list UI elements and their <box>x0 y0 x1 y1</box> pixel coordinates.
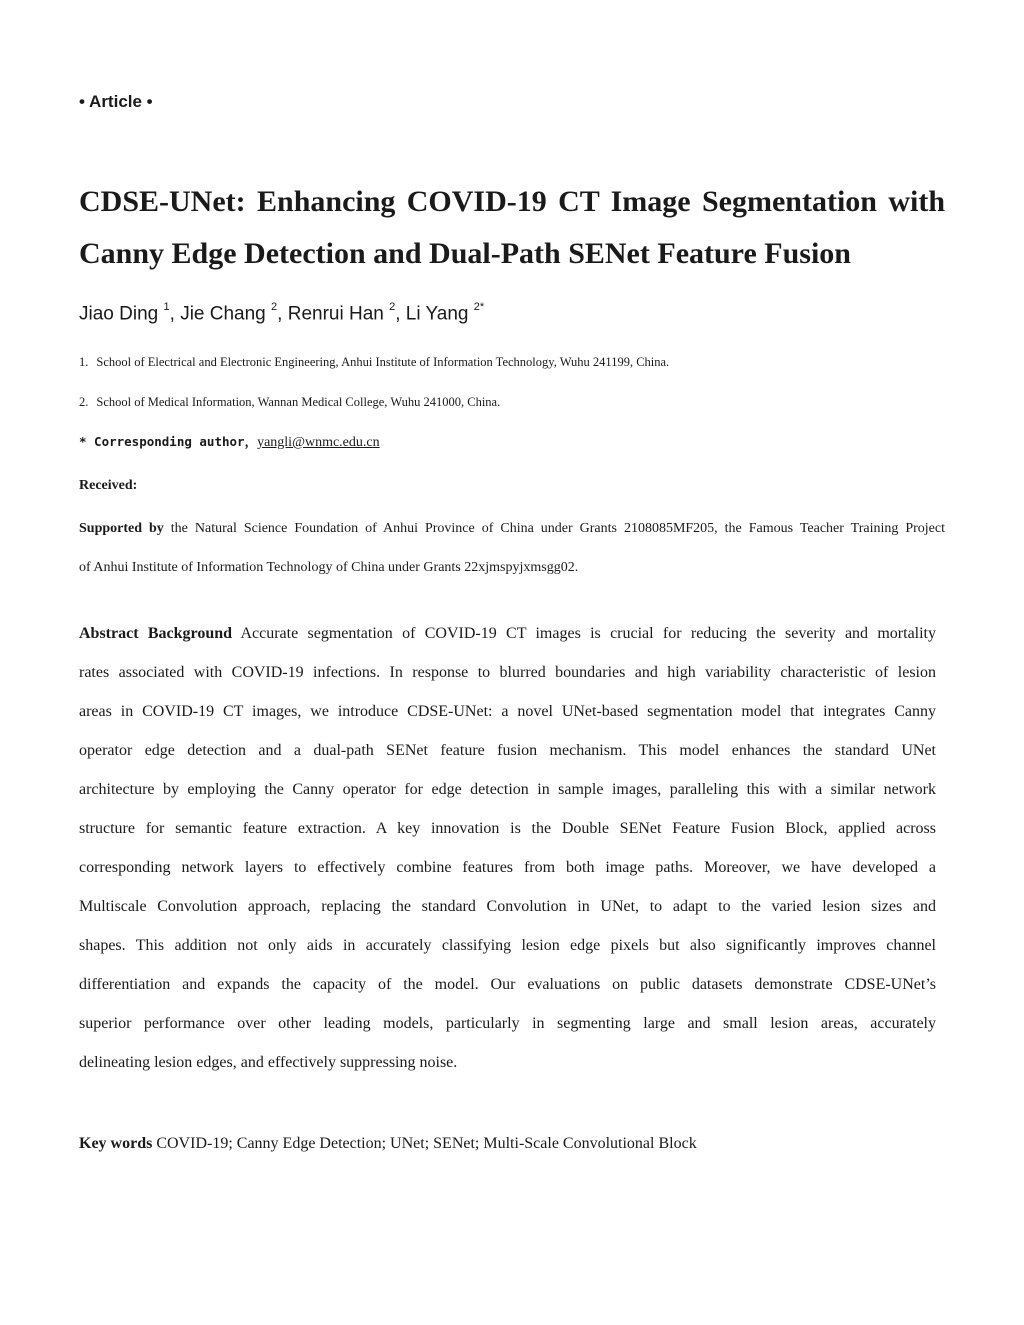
abstract-line: areas in COVID-19 CT images, we introduce CDSE-UNet: a novel UNet-based segmentation model that integrates Canny <box>79 703 936 720</box>
author-name: Jiao Ding <box>79 303 159 325</box>
article-type-label: • Article • <box>79 92 153 111</box>
funding-text: the Natural Science Foundation of Anhui Province of China under Grants 2108085MF205, the Famous Teacher Training Project <box>170 521 946 536</box>
affiliation-text: School of Electrical and Electronic Engineering, Anhui Institute of Information Technology, Wuhu 241199, China. <box>96 355 670 369</box>
author-name: Renrui Han <box>287 303 384 325</box>
abstract-line: corresponding network layers to effectively combine features from both image paths. Moreover, we have developed a <box>79 859 936 876</box>
author-affiliation-mark: 1 <box>163 301 170 313</box>
abstract-line: Multiscale Convolution approach, replacing the standard Convolution in UNet, to adapt to the varied lesion sizes and <box>79 898 936 915</box>
author-affiliation-mark: 2* <box>473 301 485 313</box>
affiliation-number: 1. <box>79 355 89 369</box>
abstract-label: Abstract Background <box>79 625 233 642</box>
keywords-text: COVID-19; Canny Edge Detection; UNet; SENet; Multi-Scale Convolutional Block <box>156 1135 697 1152</box>
funding-line-1 <box>79 521 945 537</box>
author-name: Jie Chang <box>180 303 266 325</box>
affiliation-text: School of Medical Information, Wannan Medical College, Wuhu 241000, China. <box>96 395 501 409</box>
funding-label: Supported by <box>79 521 164 536</box>
corresponding-author <box>79 432 380 451</box>
funding-line-2: of Anhui Institute of Information Technology of China under Grants 22xjmspyjxmsgg02. <box>79 560 579 575</box>
affiliation-number: 2. <box>79 395 89 409</box>
author-list <box>79 303 484 325</box>
abstract-line: rates associated with COVID-19 infections. In response to blurred boundaries and high variability characteristic of lesion <box>79 664 936 681</box>
paper-title-line-2: Canny Edge Detection and Dual-Path SENet Feature Fusion <box>79 237 851 270</box>
abstract-line: structure for semantic feature extraction. A key innovation is the Double SENet Feature Fusion Block, applied across <box>79 820 936 837</box>
abstract-line: operator edge detection and a dual-path SENet feature fusion mechanism. This model enhances the standard UNet <box>79 742 936 759</box>
author-affiliation-mark: 2 <box>271 301 278 313</box>
keywords-label: Key words <box>79 1135 153 1152</box>
corresponding-author-label: * Corresponding author， <box>79 434 258 449</box>
affiliation-1 <box>79 355 669 370</box>
abstract-line: shapes. This addition not only aids in accurately classifying lesion edge pixels but also significantly improves channel <box>79 937 936 954</box>
affiliation-2 <box>79 395 500 410</box>
author-separator: , <box>277 303 288 325</box>
corresponding-email-link[interactable]: yangli@wnmc.edu.cn <box>257 435 380 450</box>
abstract-line: differentiation and expands the capacity of the model. Our evaluations on public datasets demonstrate CDSE-UNet’s <box>79 976 936 993</box>
author-name: Li Yang <box>405 303 469 325</box>
author-affiliation-mark: 2 <box>389 301 396 313</box>
abstract-text: Accurate segmentation of COVID-19 CT images is crucial for reducing the severity and mortality <box>240 625 937 642</box>
author-separator: , <box>169 303 181 325</box>
received-label: Received: <box>79 478 138 493</box>
abstract-line: architecture by employing the Canny operator for edge detection in sample images, paralleling this with a similar network <box>79 781 936 798</box>
abstract-line <box>79 625 936 643</box>
paper-title-line-1: CDSE-UNet: Enhancing COVID-19 CT Image Segmentation with <box>79 185 945 218</box>
keywords <box>79 1135 697 1153</box>
abstract-line: superior performance over other leading models, particularly in segmenting large and small lesion areas, accurately <box>79 1015 936 1032</box>
abstract-line: delineating lesion edges, and effectively suppressing noise. <box>79 1054 458 1071</box>
author-separator: , <box>395 303 406 325</box>
